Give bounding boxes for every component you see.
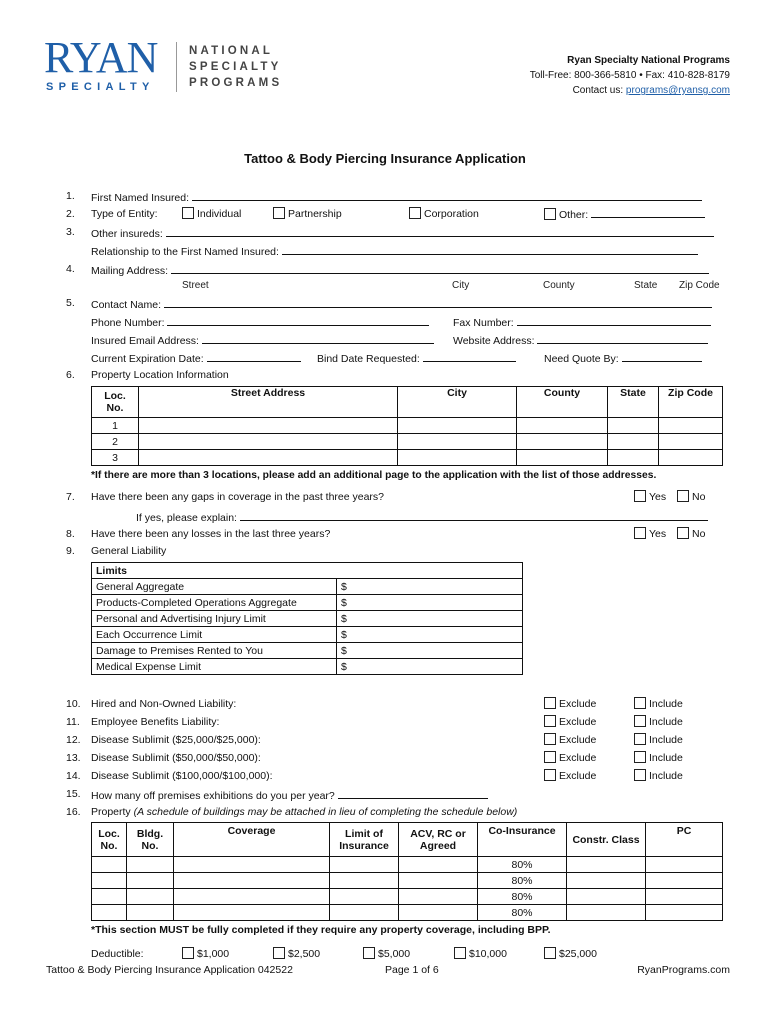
table-row: 80% [92,905,723,921]
location-note: *If there are more than 3 locations, please add an additional page to the application with the list of those addresses. [91,470,657,481]
entity-other[interactable]: Other: [544,207,705,221]
gaps-explain-field[interactable] [240,510,708,521]
footer-form-id: Tattoo & Body Piercing Insurance Application 042522 [46,964,293,976]
first-named-insured-row: First Named Insured: [91,190,702,204]
col-loc: Loc. No. [92,823,127,857]
entity-other-field[interactable] [591,207,705,218]
property-note: *This section MUST be fully completed if they require any property coverage, including BPP. [91,924,551,936]
checkbox-icon[interactable] [544,733,556,745]
losses-no[interactable]: No [677,527,705,540]
expiration-date-field[interactable] [207,351,301,362]
entity-individual[interactable]: Individual [182,207,241,220]
checkbox-icon[interactable] [677,527,689,539]
logo-ryan: RYAN [44,33,158,82]
fax-field[interactable] [517,315,711,326]
col-coinsurance: Co-Insurance [478,823,567,857]
checkbox-icon[interactable] [634,715,646,727]
col-street: Street Address [139,387,398,418]
col-county: County [517,387,608,418]
checkbox-icon[interactable] [544,751,556,763]
other-insureds-field[interactable] [166,226,714,237]
table-row: 1 [92,418,723,434]
col-city: City [398,387,517,418]
phone-field[interactable] [167,315,429,326]
first-named-insured-field[interactable] [192,190,702,201]
checkbox-icon[interactable] [634,769,646,781]
page-title: Tattoo & Body Piercing Insurance Application [244,151,526,166]
disease25-exclude[interactable]: Exclude [544,733,596,746]
checkbox-icon[interactable] [544,715,556,727]
col-pc: PC [646,823,723,857]
disease50-exclude[interactable]: Exclude [544,751,596,764]
logo-programs: NATIONAL SPECIALTY PROGRAMS [189,45,283,89]
bind-date-field[interactable] [423,351,516,362]
checkbox-icon[interactable] [634,697,646,709]
col-loc-no: Loc. No. [92,387,139,418]
table-row: 3 [92,450,723,466]
hired-include[interactable]: Include [634,697,683,710]
disease100-exclude[interactable]: Exclude [544,769,596,782]
col-acv: ACV, RC or Agreed [399,823,478,857]
quote-by-field[interactable] [622,351,702,362]
checkbox-icon[interactable] [182,947,194,959]
checkbox-icon[interactable] [409,207,421,219]
phone-fax: Toll-Free: 800-366-5810 • Fax: 410-828-8179 [529,70,730,81]
checkbox-icon[interactable] [634,751,646,763]
checkbox-icon[interactable] [273,207,285,219]
table-row: Medical Expense Limit $ [92,659,523,675]
hired-exclude[interactable]: Exclude [544,697,596,710]
table-row: Personal and Advertising Injury Limit $ [92,611,523,627]
footer-website: RyanPrograms.com [637,964,730,976]
deductible-1000[interactable]: $1,000 [182,947,229,960]
ebl-include[interactable]: Include [634,715,683,728]
deductible-10000[interactable]: $10,000 [454,947,507,960]
entity-partnership[interactable]: Partnership [273,207,342,220]
col-coverage: Coverage [174,823,330,857]
disease50-include[interactable]: Include [634,751,683,764]
checkbox-icon[interactable] [634,490,646,502]
checkbox-icon[interactable] [363,947,375,959]
checkbox-icon[interactable] [544,947,556,959]
checkbox-icon[interactable] [544,697,556,709]
disease25-include[interactable]: Include [634,733,683,746]
exhibitions-field[interactable] [338,788,488,799]
limits-table: Limits General Aggregate $ Products-Completed Operations Aggregate $ Personal and Advertising Injury Limit $ Each Occurrence Limit $ Damage to Premises Rented to You $ Medical Expense Limit $ [91,562,523,675]
website-field[interactable] [537,333,708,344]
checkbox-icon[interactable] [273,947,285,959]
col-limit: Limit of Insurance [330,823,399,857]
gaps-yes[interactable]: Yes [634,490,666,503]
checkbox-icon[interactable] [454,947,466,959]
table-row: Each Occurrence Limit $ [92,627,523,643]
losses-yes[interactable]: Yes [634,527,666,540]
footer-page-number: Page 1 of 6 [385,964,439,976]
checkbox-icon[interactable] [634,733,646,745]
table-row: Products-Completed Operations Aggregate $ [92,595,523,611]
company-name: Ryan Specialty National Programs [567,55,730,66]
table-row: 80% [92,873,723,889]
ebl-exclude[interactable]: Exclude [544,715,596,728]
entity-corporation[interactable]: Corporation [409,207,479,220]
table-row: Damage to Premises Rented to You $ [92,643,523,659]
table-row: 80% [92,889,723,905]
checkbox-icon[interactable] [182,207,194,219]
col-state: State [608,387,659,418]
deductible-25000[interactable]: $25,000 [544,947,597,960]
contact-email-link[interactable]: programs@ryansg.com [625,85,730,96]
table-row: General Aggregate $ [92,579,523,595]
company-contact-block [530,53,730,98]
location-table [91,386,723,466]
checkbox-icon[interactable] [677,490,689,502]
relationship-field[interactable] [282,244,698,255]
email-field[interactable] [202,333,434,344]
deductible-2500[interactable]: $2,500 [273,947,320,960]
checkbox-icon[interactable] [544,208,556,220]
col-constr: Constr. Class [567,823,646,857]
table-row: 80% [92,857,723,873]
checkbox-icon[interactable] [544,769,556,781]
logo-divider [176,42,177,92]
deductible-5000[interactable]: $5,000 [363,947,410,960]
gaps-no[interactable]: No [677,490,705,503]
col-zip: Zip Code [659,387,723,418]
disease100-include[interactable]: Include [634,769,683,782]
checkbox-icon[interactable] [634,527,646,539]
mailing-address-field[interactable] [171,263,709,274]
contact-name-field[interactable] [164,297,712,308]
property-table [91,822,723,921]
logo-specialty: SPECIALTY [46,81,155,93]
table-row: 2 [92,434,723,450]
col-bldg: Bldg. No. [127,823,174,857]
contact-line: Contact us: programs@ryansg.com [572,85,730,96]
